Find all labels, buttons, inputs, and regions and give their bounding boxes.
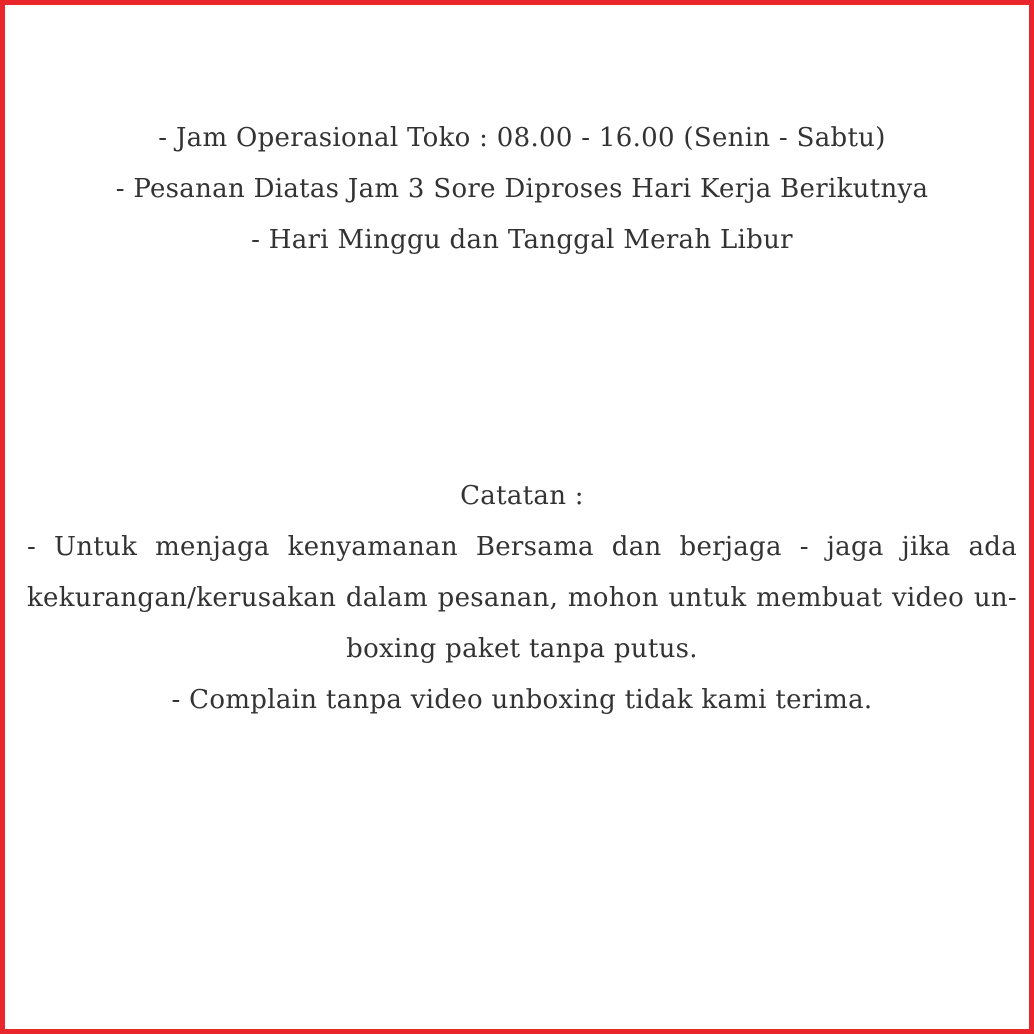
holiday-line: - Hari Minggu dan Tanggal Merah Libur [251,225,793,255]
unboxing-video-note: - Untuk menjaga kenyamanan Bersama dan berjaga - jaga jika ada kekurangan/kerusakan dalam pesanan, mohon untuk membuat video un-boxing paket tanpa putus. [27,532,1017,664]
order-cutoff-line: - Pesanan Diatas Jam 3 Sore Diproses Hari Kerja Berikutnya [115,174,929,204]
notes-heading: Catatan : [460,481,584,511]
operating-hours-block [25,113,1019,266]
complaint-policy-note: - Complain tanpa video unboxing tidak kami terima. [171,685,873,715]
notes-block [25,471,1019,726]
operating-hours-line: - Jam Operasional Toko : 08.00 - 16.00 (Senin - Sabtu) [158,123,886,153]
